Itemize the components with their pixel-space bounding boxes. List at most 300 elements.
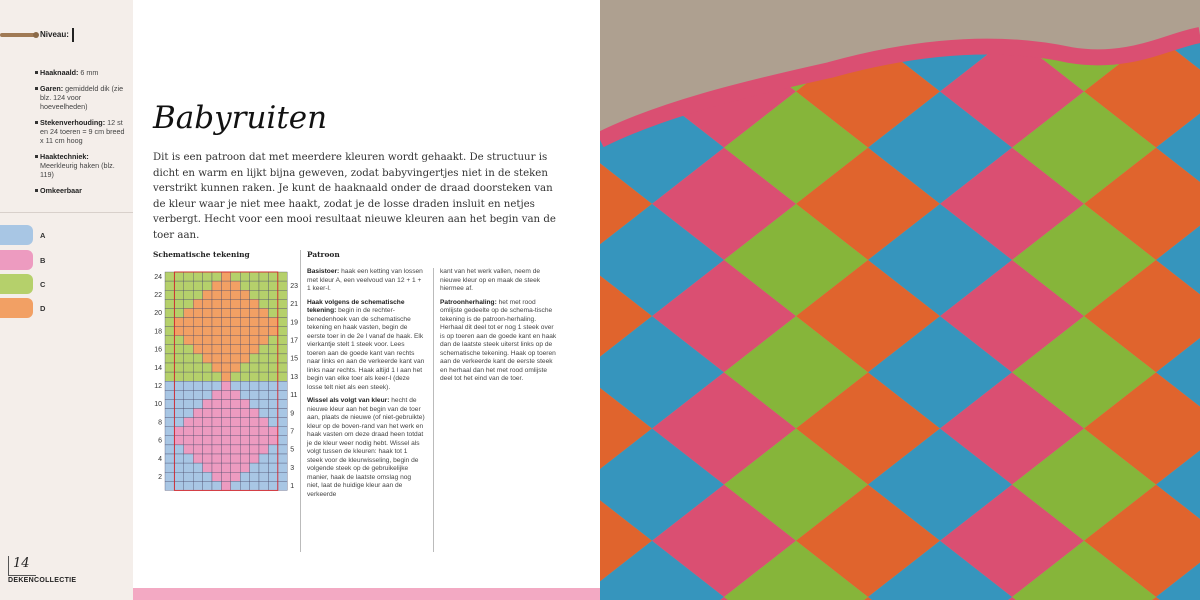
chart-cell [268,472,277,481]
chart-cell [278,281,287,290]
chart-cell [268,390,277,399]
chart-cell [240,281,249,290]
chart-cell [212,472,221,481]
chart-cell [193,363,202,372]
chart-cell [231,427,240,436]
photo-shading [600,0,1200,600]
chart-cell [212,318,221,327]
chart-cell [184,445,193,454]
crochet-blanket-image [600,0,1200,600]
pattern-paragraph: kant van het werk vallen, neem de nieuwe kleur op en maak de steek hiermee af. [440,268,541,292]
chart-cell [203,436,212,445]
chart-cell [240,472,249,481]
chart-cell [240,272,249,281]
chart-cell [165,399,174,408]
chart-cell [278,327,287,336]
chart-cell [212,290,221,299]
pattern-title: Patroon [307,250,340,259]
chart-cell [203,363,212,372]
chart-cell [240,445,249,454]
chart-cell [259,436,268,445]
spec-technique: Haaktechniek: Meerkleurig haken (blz. 119) [40,152,128,179]
pattern-paragraph: Patroonherhaling: het met rood omlijste gedeelte op de schema-tische tekening is de patroon-herhaling. Herhaal dit deel tot er nog 1 steek over is op toeren aan de goede kant en haak dan de laatste steek uiterst links op de schematische tekening. Haak op toeren aan de verkeerde kant de eerste steek en herhaal dan het met rood omlijste deel tot het eind van de toer. [440,298,557,382]
chart-cell [174,354,183,363]
chart-cell [221,427,230,436]
chart-cell [184,336,193,345]
chart-cell [212,481,221,490]
chart-cell [203,345,212,354]
chart-cell [268,290,277,299]
chart-cell [250,281,259,290]
color-swatch-b [0,250,33,270]
chart-cell [184,363,193,372]
chart-cell [268,318,277,327]
chart-cell [174,454,183,463]
chart-cell [221,308,230,317]
chart-cell [165,409,174,418]
chart-cell [221,445,230,454]
chart-cell [240,409,249,418]
chart-cell [278,481,287,490]
chart-cell [193,308,202,317]
chart-cell [221,472,230,481]
chart-cell [203,372,212,381]
row-label: 16 [154,346,162,354]
chart-cell [193,463,202,472]
chart-cell [250,336,259,345]
chart-cell [268,363,277,372]
chart-cell [259,427,268,436]
chart-cell [231,436,240,445]
chart-cell [165,308,174,317]
chart-cell [193,481,202,490]
chart-cell [174,463,183,472]
spec-hook: Haaknaald: 6 mm [40,68,128,77]
page-title: Babyruiten [153,100,328,136]
chart-cell [278,272,287,281]
chart-cell [250,399,259,408]
footer-strip [133,588,600,600]
chart-cell [259,399,268,408]
chart-cell [278,463,287,472]
chart-cell [259,290,268,299]
chart-cell [259,390,268,399]
chart-cell [221,290,230,299]
chart-cell [250,454,259,463]
chart-cell [165,345,174,354]
chart-cell [165,427,174,436]
row-label: 20 [154,310,162,318]
row-label: 23 [290,282,298,290]
chart-cell [259,463,268,472]
chart-cell [174,427,183,436]
chart-cell [231,308,240,317]
chart-cell [184,472,193,481]
chart-cell [231,354,240,363]
chart-cell [259,418,268,427]
chart-cell [174,372,183,381]
chart-cell [221,463,230,472]
row-label: 9 [290,410,295,418]
row-label: 14 [154,364,162,372]
chart-cell [203,381,212,390]
chart-cell [165,418,174,427]
chart-cell [259,472,268,481]
chart-cell [193,409,202,418]
chart-cell [250,445,259,454]
color-swatch-a [0,225,33,245]
chart-cell [203,427,212,436]
chart-cell [221,336,230,345]
chart-cell [203,481,212,490]
chart-cell [193,472,202,481]
chart-cell [212,418,221,427]
chart-cell [212,354,221,363]
swatch-label-c: C [40,280,46,289]
chart-cell [184,381,193,390]
chart-cell [259,481,268,490]
chart-cell [165,372,174,381]
chart-cell [212,281,221,290]
chart-cell [268,427,277,436]
chart-cell [221,327,230,336]
pattern-paragraph: Basistoer: haak een ketting van lossen met kleur A, een veelvoud van 12 + 1 + 1 keer-l. [307,268,423,292]
spec-reversible: Omkeerbaar [40,186,128,195]
chart-cell [231,463,240,472]
chart-cell [278,345,287,354]
row-label: 21 [290,301,298,309]
chart-cell [268,463,277,472]
chart-cell [165,445,174,454]
chart-cell [174,327,183,336]
chart-cell [184,308,193,317]
chart-cell [174,336,183,345]
chart-cell [193,372,202,381]
chart-cell [250,481,259,490]
chart-cell [184,436,193,445]
chart-cell [268,372,277,381]
chart-cell [212,463,221,472]
pattern-paragraph: Haak volgens de schematische tekening: begin in de rechter-benedenhoek van de schematische tekening en haak vasten, begin de eerste toer in de 2e l vanaf de haak. Elk vierkantje stelt 1 steek voor. Lees toeren aan de goede kant van rechts naar links en aan de verkeerde kant van links naar rechts. Haak altijd 1 l aan het begin van elke toer als keer-l (deze losse telt niet als een steek). [307,298,425,391]
chart-cell [174,390,183,399]
chart-cell [240,427,249,436]
chart-cell [193,418,202,427]
chart-cell [212,308,221,317]
chart-cell [278,372,287,381]
chart-cell [231,418,240,427]
chart-cell [231,290,240,299]
chart-cell [240,381,249,390]
chart-cell [250,290,259,299]
chart-cell [259,372,268,381]
chart-cell [259,363,268,372]
chart-cell [231,409,240,418]
chart-cell [231,372,240,381]
chart-cell [174,481,183,490]
chart-cell [250,436,259,445]
row-label: 1 [290,483,295,491]
chart-cell [278,308,287,317]
chart-cell [221,454,230,463]
chart-cell [221,390,230,399]
chart-cell [174,281,183,290]
chart-cell [278,299,287,308]
chart-cell [250,308,259,317]
chart-cell [184,281,193,290]
chart-cell [221,272,230,281]
chart-cell [231,299,240,308]
chart-cell [250,418,259,427]
chart-cell [184,372,193,381]
chart-cell [240,290,249,299]
chart-cell [165,299,174,308]
chart-cell [184,299,193,308]
chart-cell [250,327,259,336]
level-indicator [72,28,74,42]
chart-cell [212,299,221,308]
page-number: 14 [8,556,36,576]
chart-cell [203,399,212,408]
chart-cell [231,481,240,490]
chart-cell [203,272,212,281]
chart-cell [184,272,193,281]
chart-cell [212,445,221,454]
chart-cell [193,436,202,445]
row-label: 24 [154,273,162,281]
chart-cell [203,318,212,327]
chart-cell [193,318,202,327]
chart-cell [174,409,183,418]
chart-cell [203,463,212,472]
chart-cell [174,272,183,281]
chart-cell [165,381,174,390]
row-label: 5 [290,446,295,454]
row-label: 19 [290,319,298,327]
chart-cell [231,445,240,454]
chart-cell [212,454,221,463]
row-label: 2 [158,474,162,482]
chart-cell [259,327,268,336]
chart-cell [174,318,183,327]
chart-cell [193,399,202,408]
row-label: 15 [290,355,298,363]
chart-cell [165,281,174,290]
chart-cell [203,290,212,299]
chart-cell [278,436,287,445]
chart-cell [250,390,259,399]
chart-cell [259,281,268,290]
chart-cell [165,390,174,399]
sidebar [0,0,133,600]
chart-cell [231,345,240,354]
chart-cell [184,345,193,354]
column-divider [300,250,301,552]
chart-cell [174,381,183,390]
chart-cell [203,472,212,481]
chart-cell [250,409,259,418]
color-swatch-d [0,298,33,318]
chart-cell [212,390,221,399]
chart-cell [165,336,174,345]
chart-cell [268,409,277,418]
chart-cell [240,318,249,327]
chart-cell [259,345,268,354]
chart-cell [278,472,287,481]
row-label: 11 [290,392,298,400]
row-label: 17 [290,337,298,345]
chart-cell [184,290,193,299]
intro-paragraph: Dit is een patroon dat met meerdere kleuren wordt gehaakt. De structuur is dicht en warm en lijkt bijna geweven, zodat babyvingertjes niet in de steken verstrikt kunnen raken. Je kunt de haaknaald onder de draad doorsteken van de kleur waar je niet mee haakt, zodat je de losse draden insluit en netjes verbergt. Hecht voor een mooi resultaat nieuwe kleuren aan het begin van de toer aan. [153,152,556,241]
chart-cell [212,345,221,354]
chart-cell [165,272,174,281]
chart-cell [231,454,240,463]
chart-cell [240,308,249,317]
chart-cell [193,336,202,345]
chart-cell [259,299,268,308]
chart-cell [240,299,249,308]
chart-cell [259,381,268,390]
chart-cell [240,345,249,354]
chart-cell [193,281,202,290]
pattern-paragraph: Wissel als volgt van kleur: hecht de nieuwe kleur aan het begin van de toer aan, plaats de nieuwe (of niet-gebruikte) kleur op de boven-rand van het werk en haak vasten om deze draad heen totdat je de kleur weer nodig hebt. Wissel als volgt tussen de kleuren: haak tot 1 steek voor de kleurwisseling, begin de volgende steek op de gebruikelijke manier, haak de laatste omslag nog niet, laat de huidige kleur aan de verkeerde [307,397,425,498]
specs-list [40,68,128,202]
chart-cell [259,454,268,463]
chart-cell [184,327,193,336]
level-label: Niveau: [40,30,69,39]
chart-cell [184,481,193,490]
chart-cell [278,409,287,418]
chart-cell [212,272,221,281]
chart-cell [268,445,277,454]
chart-cell [193,454,202,463]
chart-cell [174,345,183,354]
chart-cell [184,399,193,408]
chart-cell [240,454,249,463]
chart-cell [231,318,240,327]
chart-cell [221,281,230,290]
chart-cell [165,290,174,299]
chart-cell [203,281,212,290]
chart-cell [268,345,277,354]
spec-gauge: Stekenverhouding: 12 st en 24 toeren = 9 cm breed x 11 cm hoog [40,118,128,145]
chart-cell [174,299,183,308]
chart-cell [268,399,277,408]
chart-cell [231,363,240,372]
chart-cell [193,345,202,354]
swatch-label-a: A [40,231,46,240]
chart-cell [203,336,212,345]
chart-cell [250,472,259,481]
swatch-label-b: B [40,256,46,265]
chart-cell [268,308,277,317]
chart-cell [203,390,212,399]
chart-cell [221,318,230,327]
chart-cell [250,427,259,436]
chart-cell [165,327,174,336]
chart-cell [278,354,287,363]
chart-cell [212,409,221,418]
row-label: 13 [290,373,298,381]
sidebar-divider [0,212,133,213]
chart-cell [278,363,287,372]
chart-cell [212,399,221,408]
chart-cell [221,409,230,418]
spec-yarn: Garen: gemiddeld dik (zie blz. 124 voor hoeveelheden) [40,84,128,111]
chart-cell [259,336,268,345]
chart-cell [212,327,221,336]
chart-cell [250,345,259,354]
chart-cell [268,336,277,345]
schematic-title: Schematische tekening [153,250,250,259]
chart-cell [203,308,212,317]
chart-cell [259,272,268,281]
pattern-column-1 [307,268,425,504]
chart-cell [203,445,212,454]
chart-cell [278,390,287,399]
chart-cell [203,327,212,336]
chart-cell [250,372,259,381]
chart-cell [268,272,277,281]
chart-cell [259,308,268,317]
chart-cell [268,281,277,290]
chart-cell [240,327,249,336]
pattern-column-2 [440,268,558,389]
row-label: 12 [154,383,162,391]
chart-cell [174,363,183,372]
chart-cell [250,272,259,281]
chart-cell [278,318,287,327]
chart-cell [165,436,174,445]
chart-cell [231,390,240,399]
chart-cell [240,399,249,408]
crochet-hook-icon [0,33,36,37]
chart-cell [231,281,240,290]
chart-cell [240,418,249,427]
chart-cell [240,463,249,472]
chart-cell [221,399,230,408]
chart-cell [174,399,183,408]
schematic-chart [150,266,300,496]
chart-cell [212,436,221,445]
chart-cell [231,472,240,481]
chart-cell [250,381,259,390]
chart-cell [221,418,230,427]
chart-cell [193,272,202,281]
chart-cell [184,354,193,363]
row-label: 22 [154,292,162,300]
row-label: 7 [290,428,295,436]
row-label: 4 [158,455,162,463]
chart-cell [203,454,212,463]
chart-cell [165,363,174,372]
color-swatch-c [0,274,33,294]
chart-cell [184,418,193,427]
chart-cell [259,318,268,327]
chart-cell [250,354,259,363]
chart-cell [212,372,221,381]
chart-cell [268,454,277,463]
chart-cell [240,372,249,381]
chart-cell [250,363,259,372]
chart-cell [278,290,287,299]
chart-cell [203,418,212,427]
chart-cell [221,381,230,390]
chart-cell [231,381,240,390]
chart-cell [278,336,287,345]
chart-cell [184,390,193,399]
chart-cell [193,299,202,308]
chart-cell [268,381,277,390]
